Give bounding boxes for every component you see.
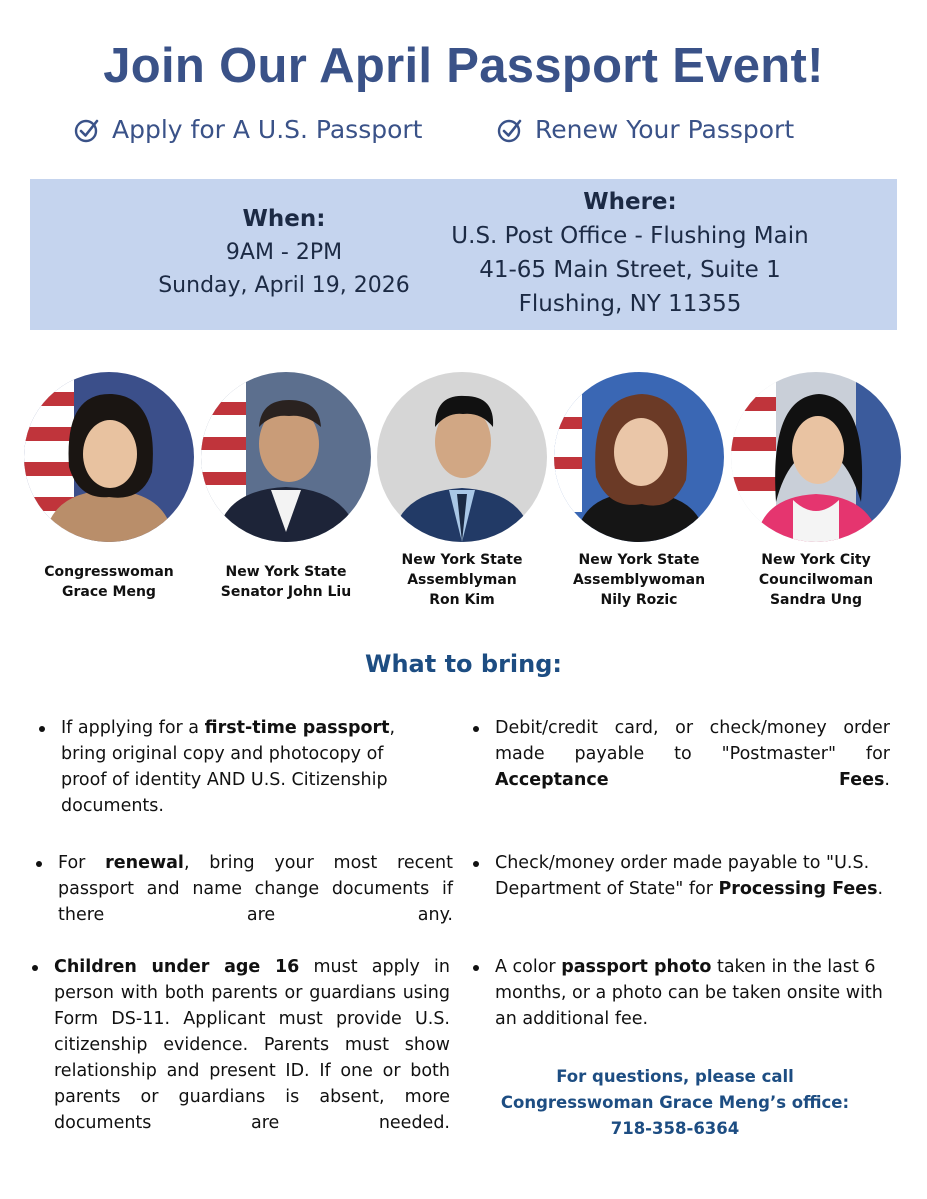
portrait-photo: [201, 372, 371, 542]
service-checklist: [0, 115, 927, 155]
portrait-photo: [24, 372, 194, 542]
official-kim: [374, 372, 550, 608]
where-block: [440, 185, 820, 321]
bring-item-acceptance-fees: Debit/credit card, or check/money order made payable to "Postmaster" for Acceptance Fees.: [495, 715, 890, 819]
where-label: Where:: [583, 189, 677, 215]
bring-item-passport-photo: A color passport photo taken in the last 6 months, or a photo can be taken onsite with an additional fee.: [495, 954, 895, 1032]
bullet-icon: [32, 965, 38, 971]
checkmark-circle-icon: [497, 117, 523, 143]
official-name: New York State Senator John Liu: [220, 564, 352, 600]
check-apply: [74, 115, 422, 144]
official-ung: [728, 372, 904, 608]
bullet-icon: [473, 861, 479, 867]
checkmark-circle-icon: [74, 117, 100, 143]
where-line2: 41-65 Main Street, Suite 1: [479, 257, 781, 283]
portrait-photo: [731, 372, 901, 542]
event-info-box: [30, 179, 897, 330]
bring-item-first-time: If applying for a first-time passport, bring original copy and photocopy of proof of identity AND U.S. Citizenship documents.: [61, 715, 416, 819]
bullet-icon: [39, 726, 45, 732]
check-apply-label: Apply for A U.S. Passport: [112, 115, 423, 144]
when-time: 9AM - 2PM: [225, 240, 343, 265]
when-block: [150, 203, 418, 302]
official-name: New York State Assemblyman Ron Kim: [401, 552, 523, 608]
official-rozic: [551, 372, 727, 608]
bullet-icon: [36, 861, 42, 867]
event-title: Join Our April Passport Event!: [103, 39, 824, 93]
contact-line2: Congresswoman Grace Meng’s office:: [500, 1093, 850, 1112]
official-name: New York State Assemblywoman Nily Rozic: [572, 552, 706, 608]
official-liu: [198, 372, 374, 600]
contact-line1: For questions, please call: [556, 1067, 794, 1086]
contact-phone[interactable]: 718-358-6364: [610, 1119, 740, 1138]
what-to-bring-heading: What to bring:: [364, 650, 562, 678]
portrait-photo: [377, 372, 547, 542]
when-date: Sunday, April 19, 2026: [158, 273, 410, 298]
bullet-icon: [473, 726, 479, 732]
check-renew: [497, 115, 794, 144]
check-renew-label: Renew Your Passport: [535, 115, 795, 144]
portrait-photo: [554, 372, 724, 542]
contact-info: [470, 1064, 880, 1142]
official-name: New York City Councilwoman Sandra Ung: [758, 552, 874, 608]
where-line1: U.S. Post Office - Flushing Main: [451, 223, 809, 249]
bring-item-children: Children under age 16 must apply in person with both parents or guardians using Form DS-11. Applicant must provide U.S. citizenship evidence. Parents must show relationship and present ID. If one or both parents or guardians is absent, more documents are needed.: [54, 954, 450, 1162]
when-label: When:: [242, 206, 326, 232]
official-meng: [21, 372, 197, 600]
bring-item-renewal: For renewal, bring your most recent passport and name change documents if there are any.: [58, 850, 453, 954]
where-line3: Flushing, NY 11355: [518, 291, 742, 317]
bring-item-processing-fees: Check/money order made payable to "U.S. Department of State" for Processing Fees.: [495, 850, 895, 902]
official-name: Congresswoman Grace Meng: [44, 564, 174, 600]
bullet-icon: [473, 965, 479, 971]
